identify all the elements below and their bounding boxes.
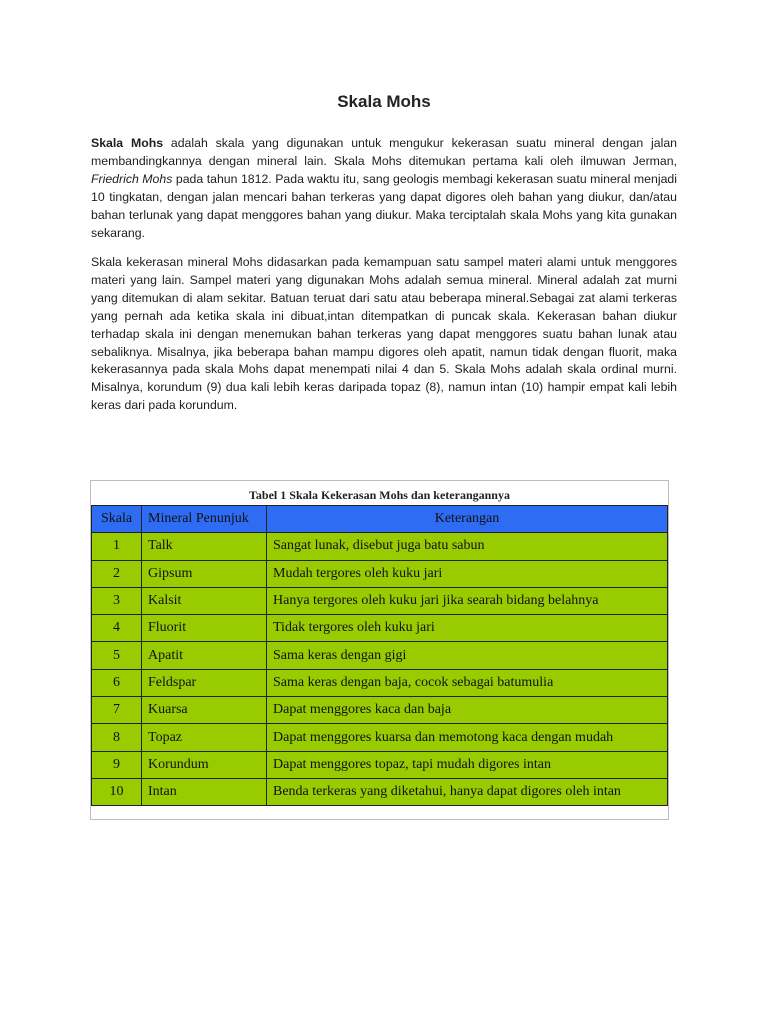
cell-skala: 8	[92, 724, 142, 751]
cell-keterangan: Dapat menggores kuarsa dan memotong kaca dengan mudah	[267, 724, 668, 751]
cell-mineral: Kalsit	[142, 587, 267, 614]
intro-paragraph	[91, 135, 677, 242]
cell-skala: 3	[92, 587, 142, 614]
table-row	[92, 697, 668, 724]
cell-keterangan: Dapat menggores kaca dan baja	[267, 697, 668, 724]
cell-skala: 10	[92, 778, 142, 805]
cell-skala: 1	[92, 533, 142, 560]
table-caption: Tabel 1 Skala Kekerasan Mohs dan keterangannya	[249, 488, 510, 502]
table-row	[92, 560, 668, 587]
body-paragraph: Skala kekerasan mineral Mohs didasarkan pada kemampuan satu sampel materi alami untuk menggores materi yang lain. Sampel materi yang digunakan Mohs adalah semua mineral. Mineral adalah zat murni yang ditemukan di alam sekitar. Batuan teruat dari satu atau beberapa mineral.Sebagai zat alami terkeras yang pernah ada ketika skala ini dibuat,intan ditempatkan di puncak skala. Kekerasan bahan diukur terhadap skala ini dengan menemukan bahan terkeras yang dapat menggores suatu bahan lunak atau sebaliknya. Misalnya, jika beberapa bahan mampu digores oleh apatit, namun tidak dengan fluorit, maka kekerasannya pada skala Mohs dapat menempati nilai 4 dan 5. Skala Mohs adalah skala ordinal murni. Misalnya, korundum (9) dua kali lebih keras daripada topaz (8), namun intan (10) hampir empat kali lebih keras dari pada korundum.	[91, 255, 677, 413]
table-row	[92, 587, 668, 614]
bold-term: Skala Mohs	[91, 136, 164, 150]
mohs-scale-table	[91, 505, 668, 806]
page-title: Skala Mohs	[337, 92, 431, 111]
table-row	[92, 778, 668, 805]
table-row	[92, 533, 668, 560]
paragraph-text: adalah skala yang digunakan untuk mengukur kekerasan suatu mineral dengan jalan membandingkannya dengan mineral lain. Skala Mohs ditemukan pertama kali oleh ilmuwan Jerman,	[91, 136, 677, 168]
cell-keterangan: Hanya tergores oleh kuku jari jika searah bidang belahnya	[267, 587, 668, 614]
cell-mineral: Fluorit	[142, 615, 267, 642]
table-row	[92, 615, 668, 642]
cell-mineral: Apatit	[142, 642, 267, 669]
cell-keterangan: Dapat menggores topaz, tapi mudah digores intan	[267, 751, 668, 778]
cell-mineral: Kuarsa	[142, 697, 267, 724]
table-row	[92, 669, 668, 696]
cell-skala: 7	[92, 697, 142, 724]
cell-keterangan: Sama keras dengan gigi	[267, 642, 668, 669]
table-row	[92, 724, 668, 751]
cell-keterangan: Sangat lunak, disebut juga batu sabun	[267, 533, 668, 560]
mohs-table-figure	[90, 480, 669, 820]
cell-skala: 2	[92, 560, 142, 587]
cell-mineral: Gipsum	[142, 560, 267, 587]
header-skala: Skala	[92, 506, 142, 533]
cell-mineral: Feldspar	[142, 669, 267, 696]
cell-keterangan: Sama keras dengan baja, cocok sebagai batumulia	[267, 669, 668, 696]
cell-keterangan: Benda terkeras yang diketahui, hanya dapat digores oleh intan	[267, 778, 668, 805]
cell-mineral: Korundum	[142, 751, 267, 778]
scientist-name: Friedrich Mohs	[91, 171, 173, 186]
header-keterangan: Keterangan	[267, 506, 668, 533]
table-row	[92, 642, 668, 669]
table-header-row	[92, 506, 668, 533]
cell-skala: 4	[92, 615, 142, 642]
header-mineral: Mineral Penunjuk	[142, 506, 267, 533]
cell-skala: 5	[92, 642, 142, 669]
cell-mineral: Talk	[142, 533, 267, 560]
cell-keterangan: Mudah tergores oleh kuku jari	[267, 560, 668, 587]
cell-mineral: Topaz	[142, 724, 267, 751]
cell-mineral: Intan	[142, 778, 267, 805]
paragraph-text: pada tahun 1812. Pada waktu itu, sang geologis membagi kekerasan suatu mineral menjadi 10 tingkatan, dengan jalan mencari bahan terkeras yang dapat digores oleh bahan yang diukur, dan/atau bahan terlunak yang dapat menggores bahan yang diukur. Maka terciptalah skala Mohs yang kita gunakan sekarang.	[91, 171, 677, 240]
cell-skala: 6	[92, 669, 142, 696]
cell-keterangan: Tidak tergores oleh kuku jari	[267, 615, 668, 642]
table-row	[92, 751, 668, 778]
cell-skala: 9	[92, 751, 142, 778]
